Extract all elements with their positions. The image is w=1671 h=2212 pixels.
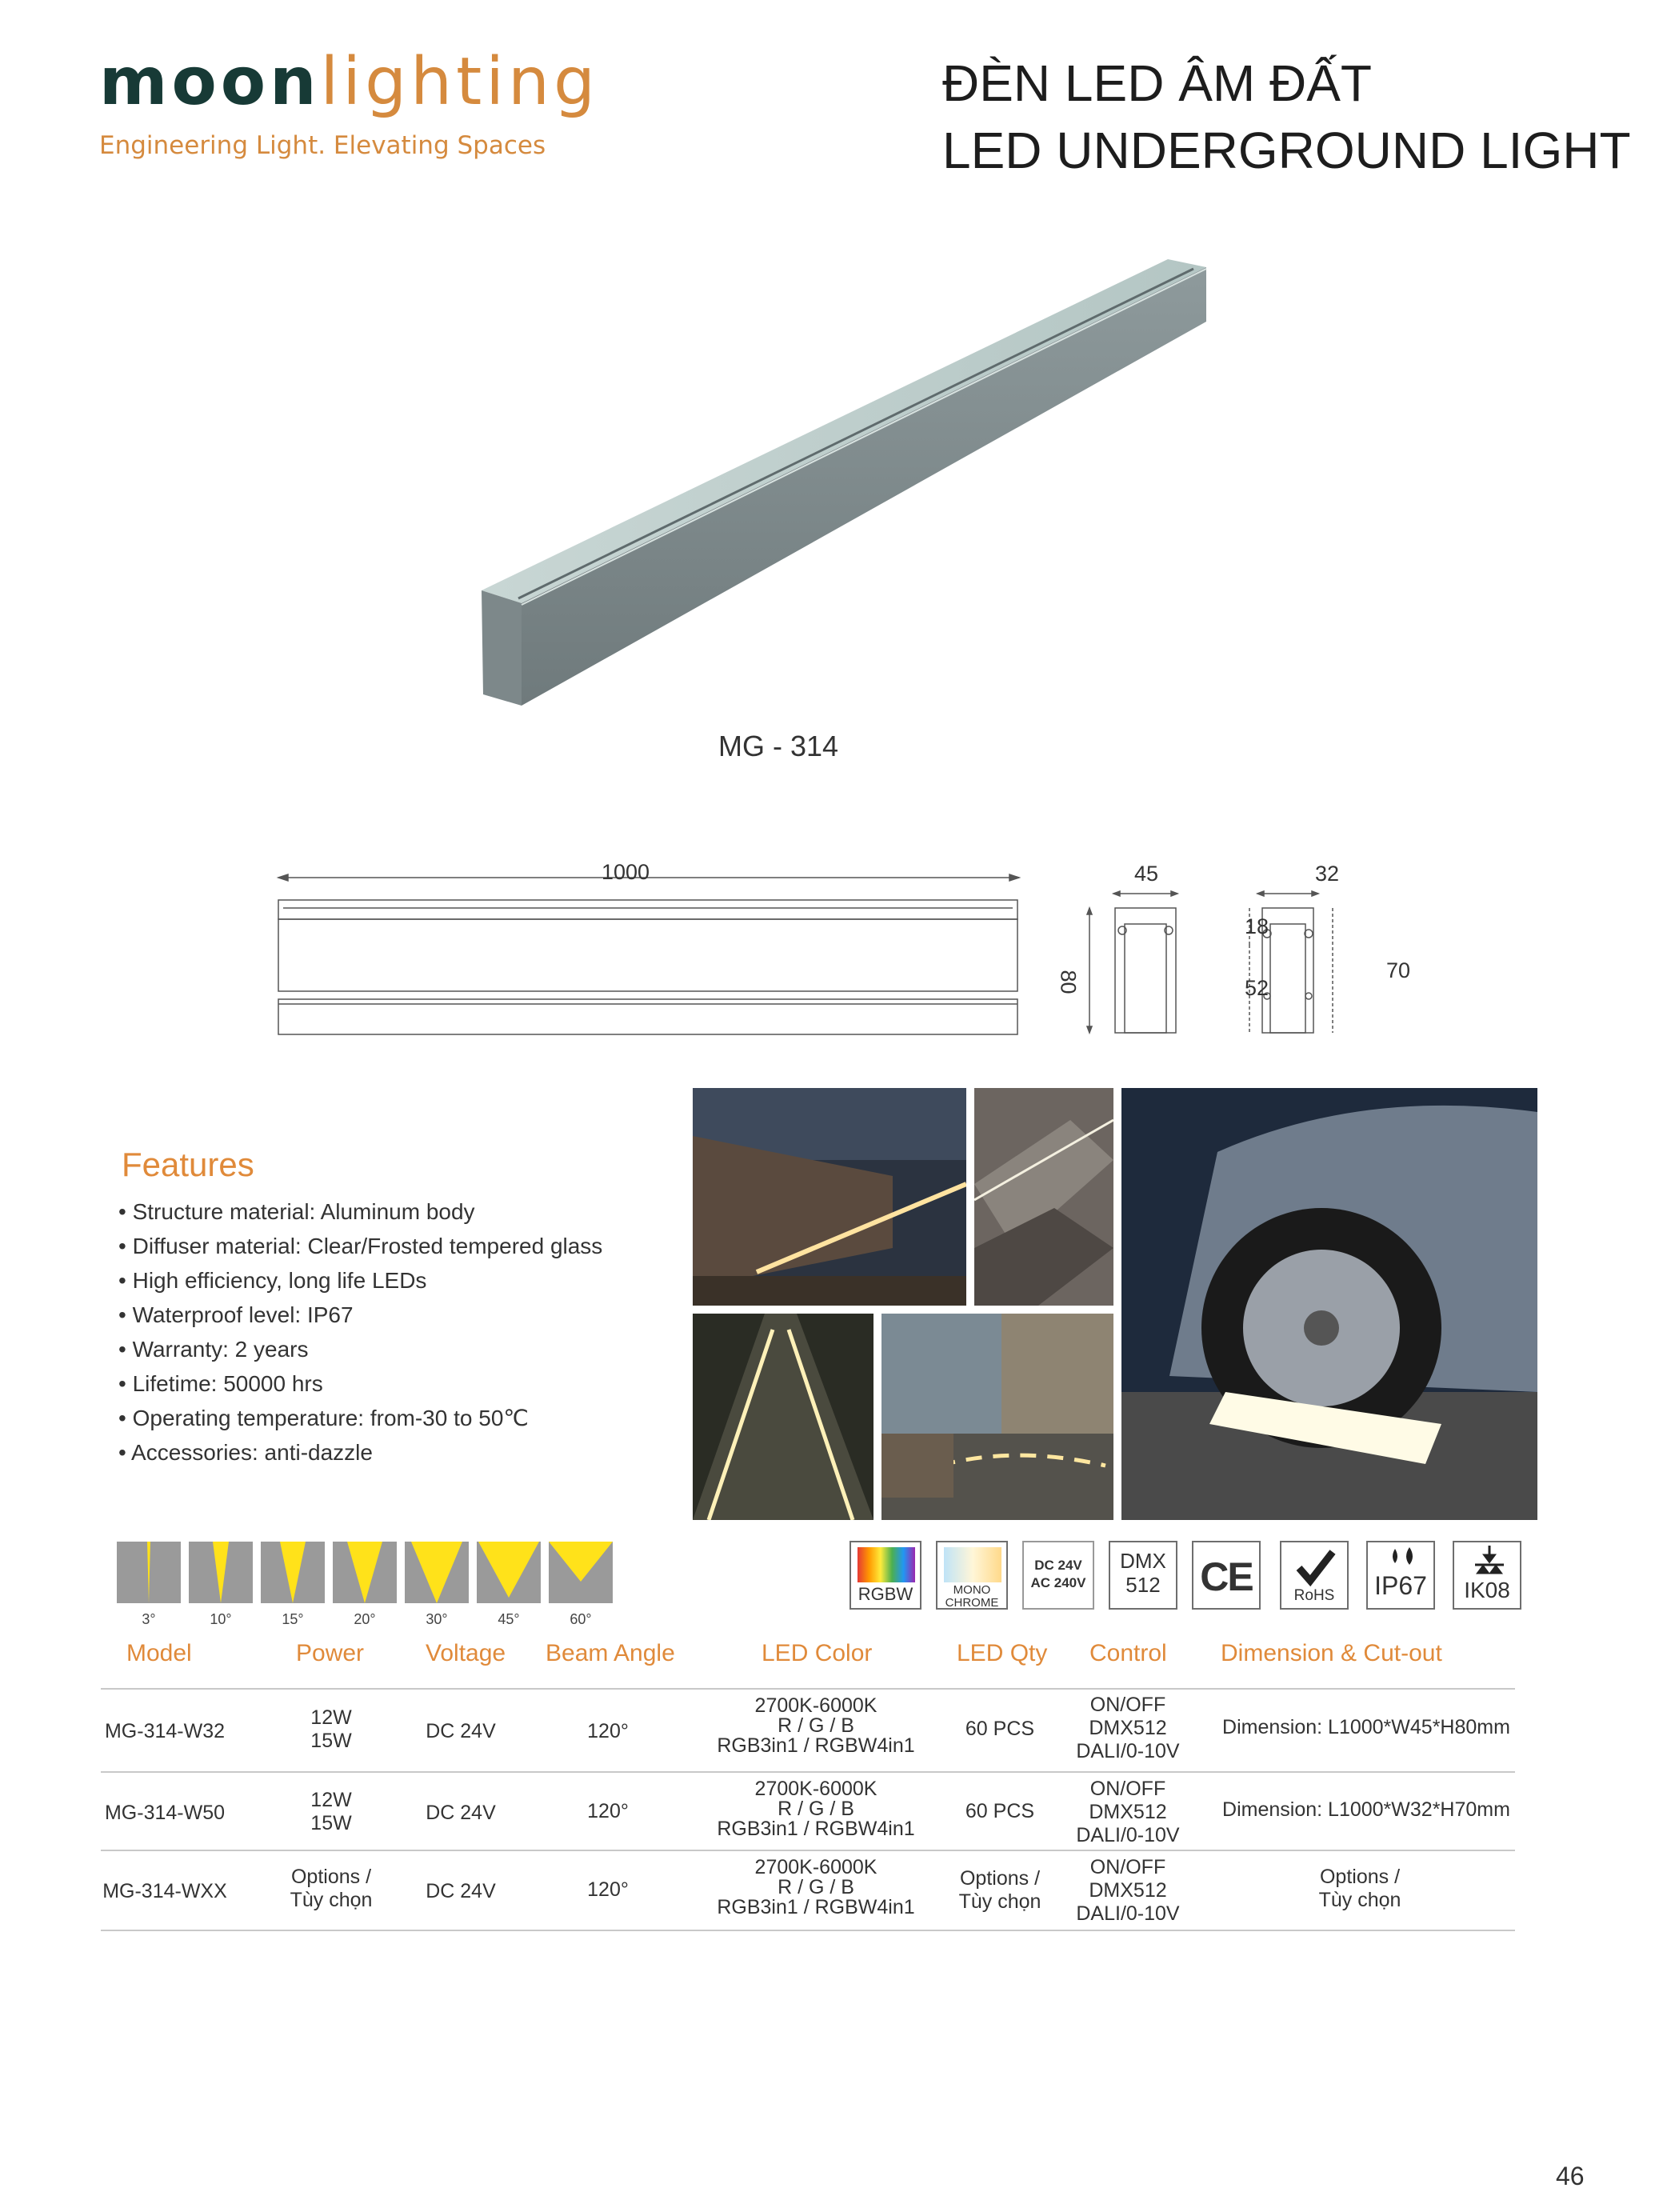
- table-cell-power: [283, 1706, 379, 1753]
- color-line: 2700K-6000K: [754, 1856, 877, 1878]
- feature-item: • Diffuser material: Clear/Frosted tempered glass: [118, 1229, 602, 1263]
- table-header-model: Model: [126, 1640, 192, 1666]
- table-cell-model: MG-314-WXX: [102, 1880, 227, 1902]
- table-cell-model: MG-314-W50: [104, 1802, 226, 1824]
- ip67-label: IP67: [1374, 1571, 1427, 1600]
- control-line: DMX512: [1089, 1801, 1167, 1823]
- beam-15-icon: [261, 1542, 325, 1603]
- dim-width-a: 45: [1134, 862, 1159, 886]
- table-header-control: Control: [1089, 1640, 1167, 1666]
- table-cell-led-color: [696, 1696, 936, 1756]
- model-caption: MG - 314: [718, 730, 839, 762]
- feature-item: • Accessories: anti-dazzle: [118, 1435, 602, 1470]
- dmx-icon: [1109, 1541, 1177, 1610]
- beam-label: 60°: [570, 1611, 592, 1627]
- beam-label: 30°: [426, 1611, 448, 1627]
- product-image: [472, 248, 1216, 712]
- ip67-icon: [1366, 1541, 1435, 1610]
- table-cell-control: [1064, 1694, 1192, 1763]
- power-line: Tùy chọn: [290, 1889, 373, 1911]
- dim-height-b: 70: [1386, 958, 1411, 982]
- table-divider: [101, 1771, 1515, 1773]
- control-line: ON/OFF: [1089, 1856, 1166, 1878]
- application-photo-wall: [693, 1088, 966, 1306]
- color-line: RGB3in1 / RGBW4in1: [717, 1818, 915, 1840]
- feature-item: • Lifetime: 50000 hrs: [118, 1366, 602, 1401]
- table-cell-voltage: DC 24V: [426, 1880, 496, 1902]
- table-cell-beam: 120°: [587, 1878, 629, 1901]
- qty-line: Options /: [959, 1867, 1041, 1890]
- feature-item: • Structure material: Aluminum body: [118, 1194, 602, 1229]
- power-line: 15W: [310, 1730, 352, 1752]
- table-header-led-color: LED Color: [762, 1640, 873, 1666]
- table-cell-dimension: [1280, 1866, 1440, 1912]
- table-divider: [101, 1688, 1515, 1690]
- application-photo-path: [693, 1314, 873, 1520]
- dimension-line: Tùy chọn: [1318, 1889, 1401, 1911]
- feature-item: • Operating temperature: from-30 to 50℃: [118, 1401, 602, 1435]
- page-number: 46: [1556, 2162, 1585, 2190]
- features-heading: Features: [122, 1146, 254, 1183]
- power-line: 12W: [310, 1789, 352, 1811]
- table-divider: [101, 1850, 1515, 1851]
- table-header-power: Power: [296, 1640, 365, 1666]
- control-line: DMX512: [1089, 1879, 1167, 1902]
- rgbw-icon: [849, 1541, 921, 1610]
- table-cell-led-color: [696, 1858, 936, 1918]
- power-line: 15W: [310, 1812, 352, 1834]
- qty-line: Tùy chọn: [958, 1890, 1041, 1913]
- table-cell-led-color: [696, 1779, 936, 1839]
- application-photo-floor: [974, 1088, 1113, 1306]
- application-photo-car: [1121, 1088, 1537, 1520]
- feature-item: • Warranty: 2 years: [118, 1332, 602, 1366]
- color-line: 2700K-6000K: [754, 1694, 877, 1717]
- control-line: DALI/0-10V: [1076, 1740, 1180, 1762]
- table-header-led-qty: LED Qty: [957, 1640, 1048, 1666]
- logo-moon-text: moon: [99, 44, 321, 120]
- control-line: ON/OFF: [1089, 1694, 1166, 1716]
- feature-item: • High efficiency, long life LEDs: [118, 1263, 602, 1298]
- brand-tagline: Engineering Light. Elevating Spaces: [99, 131, 546, 160]
- dim-height-a: 80: [1056, 970, 1081, 994]
- dim-width-b: 32: [1315, 862, 1340, 886]
- table-cell-control: [1064, 1856, 1192, 1926]
- beam-60-icon: [549, 1542, 613, 1603]
- table-cell-voltage: DC 24V: [426, 1720, 496, 1742]
- table-header-beam: Beam Angle: [546, 1640, 675, 1666]
- table-header-voltage: Voltage: [426, 1640, 506, 1666]
- page-title: [942, 50, 1631, 184]
- table-cell-led-qty: 60 PCS: [965, 1800, 1035, 1822]
- logo-lighting-text: lighting: [320, 44, 600, 120]
- title-vietnamese: ĐÈN LED ÂM ĐẤT: [942, 54, 1372, 112]
- dmx-label-1: DMX: [1120, 1549, 1166, 1573]
- features-list: [118, 1194, 602, 1470]
- beam-20-icon: [333, 1542, 397, 1603]
- voltage-label-2: AC 240V: [1030, 1575, 1086, 1590]
- color-line: 2700K-6000K: [754, 1778, 877, 1800]
- dmx-label-2: 512: [1125, 1573, 1161, 1597]
- ce-icon: [1192, 1541, 1261, 1610]
- beam-label: 3°: [142, 1611, 156, 1627]
- table-cell-power: [283, 1789, 379, 1835]
- beam-label: 45°: [498, 1611, 520, 1627]
- ik08-icon: [1453, 1541, 1521, 1610]
- voltage-label-1: DC 24V: [1034, 1558, 1082, 1573]
- rohs-label: RoHS: [1293, 1587, 1335, 1604]
- beam-30-icon: [405, 1542, 469, 1603]
- table-cell-dimension: Dimension: L1000*W45*H80mm: [1222, 1716, 1510, 1738]
- ik08-label: IK08: [1464, 1578, 1510, 1602]
- color-line: R / G / B: [778, 1876, 854, 1898]
- beam-label: 15°: [282, 1611, 304, 1627]
- control-line: DMX512: [1089, 1717, 1167, 1739]
- table-cell-dimension: Dimension: L1000*W32*H70mm: [1222, 1798, 1510, 1821]
- voltage-icon: [1022, 1541, 1094, 1610]
- brand-logo: [99, 44, 600, 120]
- rohs-icon: [1280, 1541, 1349, 1610]
- color-line: RGB3in1 / RGBW4in1: [717, 1896, 915, 1918]
- beam-3-icon: [117, 1542, 181, 1603]
- table-cell-model: MG-314-W32: [104, 1720, 226, 1742]
- beam-10-icon: [189, 1542, 253, 1603]
- table-cell-beam: 120°: [587, 1800, 629, 1822]
- table-cell-led-qty: [936, 1867, 1064, 1914]
- dimension-line: Options /: [1319, 1866, 1401, 1888]
- monochrome-icon: [936, 1541, 1008, 1610]
- table-cell-beam: 120°: [587, 1720, 629, 1742]
- control-line: ON/OFF: [1089, 1778, 1166, 1800]
- feature-item: • Waterproof level: IP67: [118, 1298, 602, 1332]
- dim-top-b: 18: [1245, 914, 1269, 938]
- mono-label-1: MONO: [953, 1583, 991, 1597]
- power-line: 12W: [310, 1706, 352, 1729]
- mono-label-2: CHROME: [945, 1596, 999, 1610]
- beam-label: 20°: [354, 1611, 376, 1627]
- dim-bottom-b: 52: [1245, 976, 1269, 1000]
- color-line: RGB3in1 / RGBW4in1: [717, 1734, 915, 1757]
- dimension-drawing: [272, 844, 1411, 1044]
- table-cell-control: [1064, 1778, 1192, 1847]
- control-line: DALI/0-10V: [1076, 1824, 1180, 1846]
- table-cell-voltage: DC 24V: [426, 1802, 496, 1824]
- ce-label: CE: [1200, 1554, 1253, 1599]
- table-cell-led-qty: 60 PCS: [965, 1718, 1035, 1740]
- beam-45-icon: [477, 1542, 541, 1603]
- color-line: R / G / B: [778, 1798, 854, 1820]
- power-line: Options /: [290, 1866, 372, 1888]
- color-line: R / G / B: [778, 1714, 854, 1737]
- dim-length: 1000: [602, 860, 650, 884]
- table-cell-power: [267, 1866, 395, 1912]
- table-divider: [101, 1930, 1515, 1931]
- rgbw-label: RGBW: [857, 1584, 913, 1604]
- control-line: DALI/0-10V: [1076, 1902, 1180, 1925]
- application-photo-plaza: [881, 1314, 1113, 1520]
- table-header-dimension: Dimension & Cut-out: [1221, 1640, 1442, 1666]
- beam-label: 10°: [210, 1611, 232, 1627]
- title-english: LED UNDERGROUND LIGHT: [942, 122, 1631, 179]
